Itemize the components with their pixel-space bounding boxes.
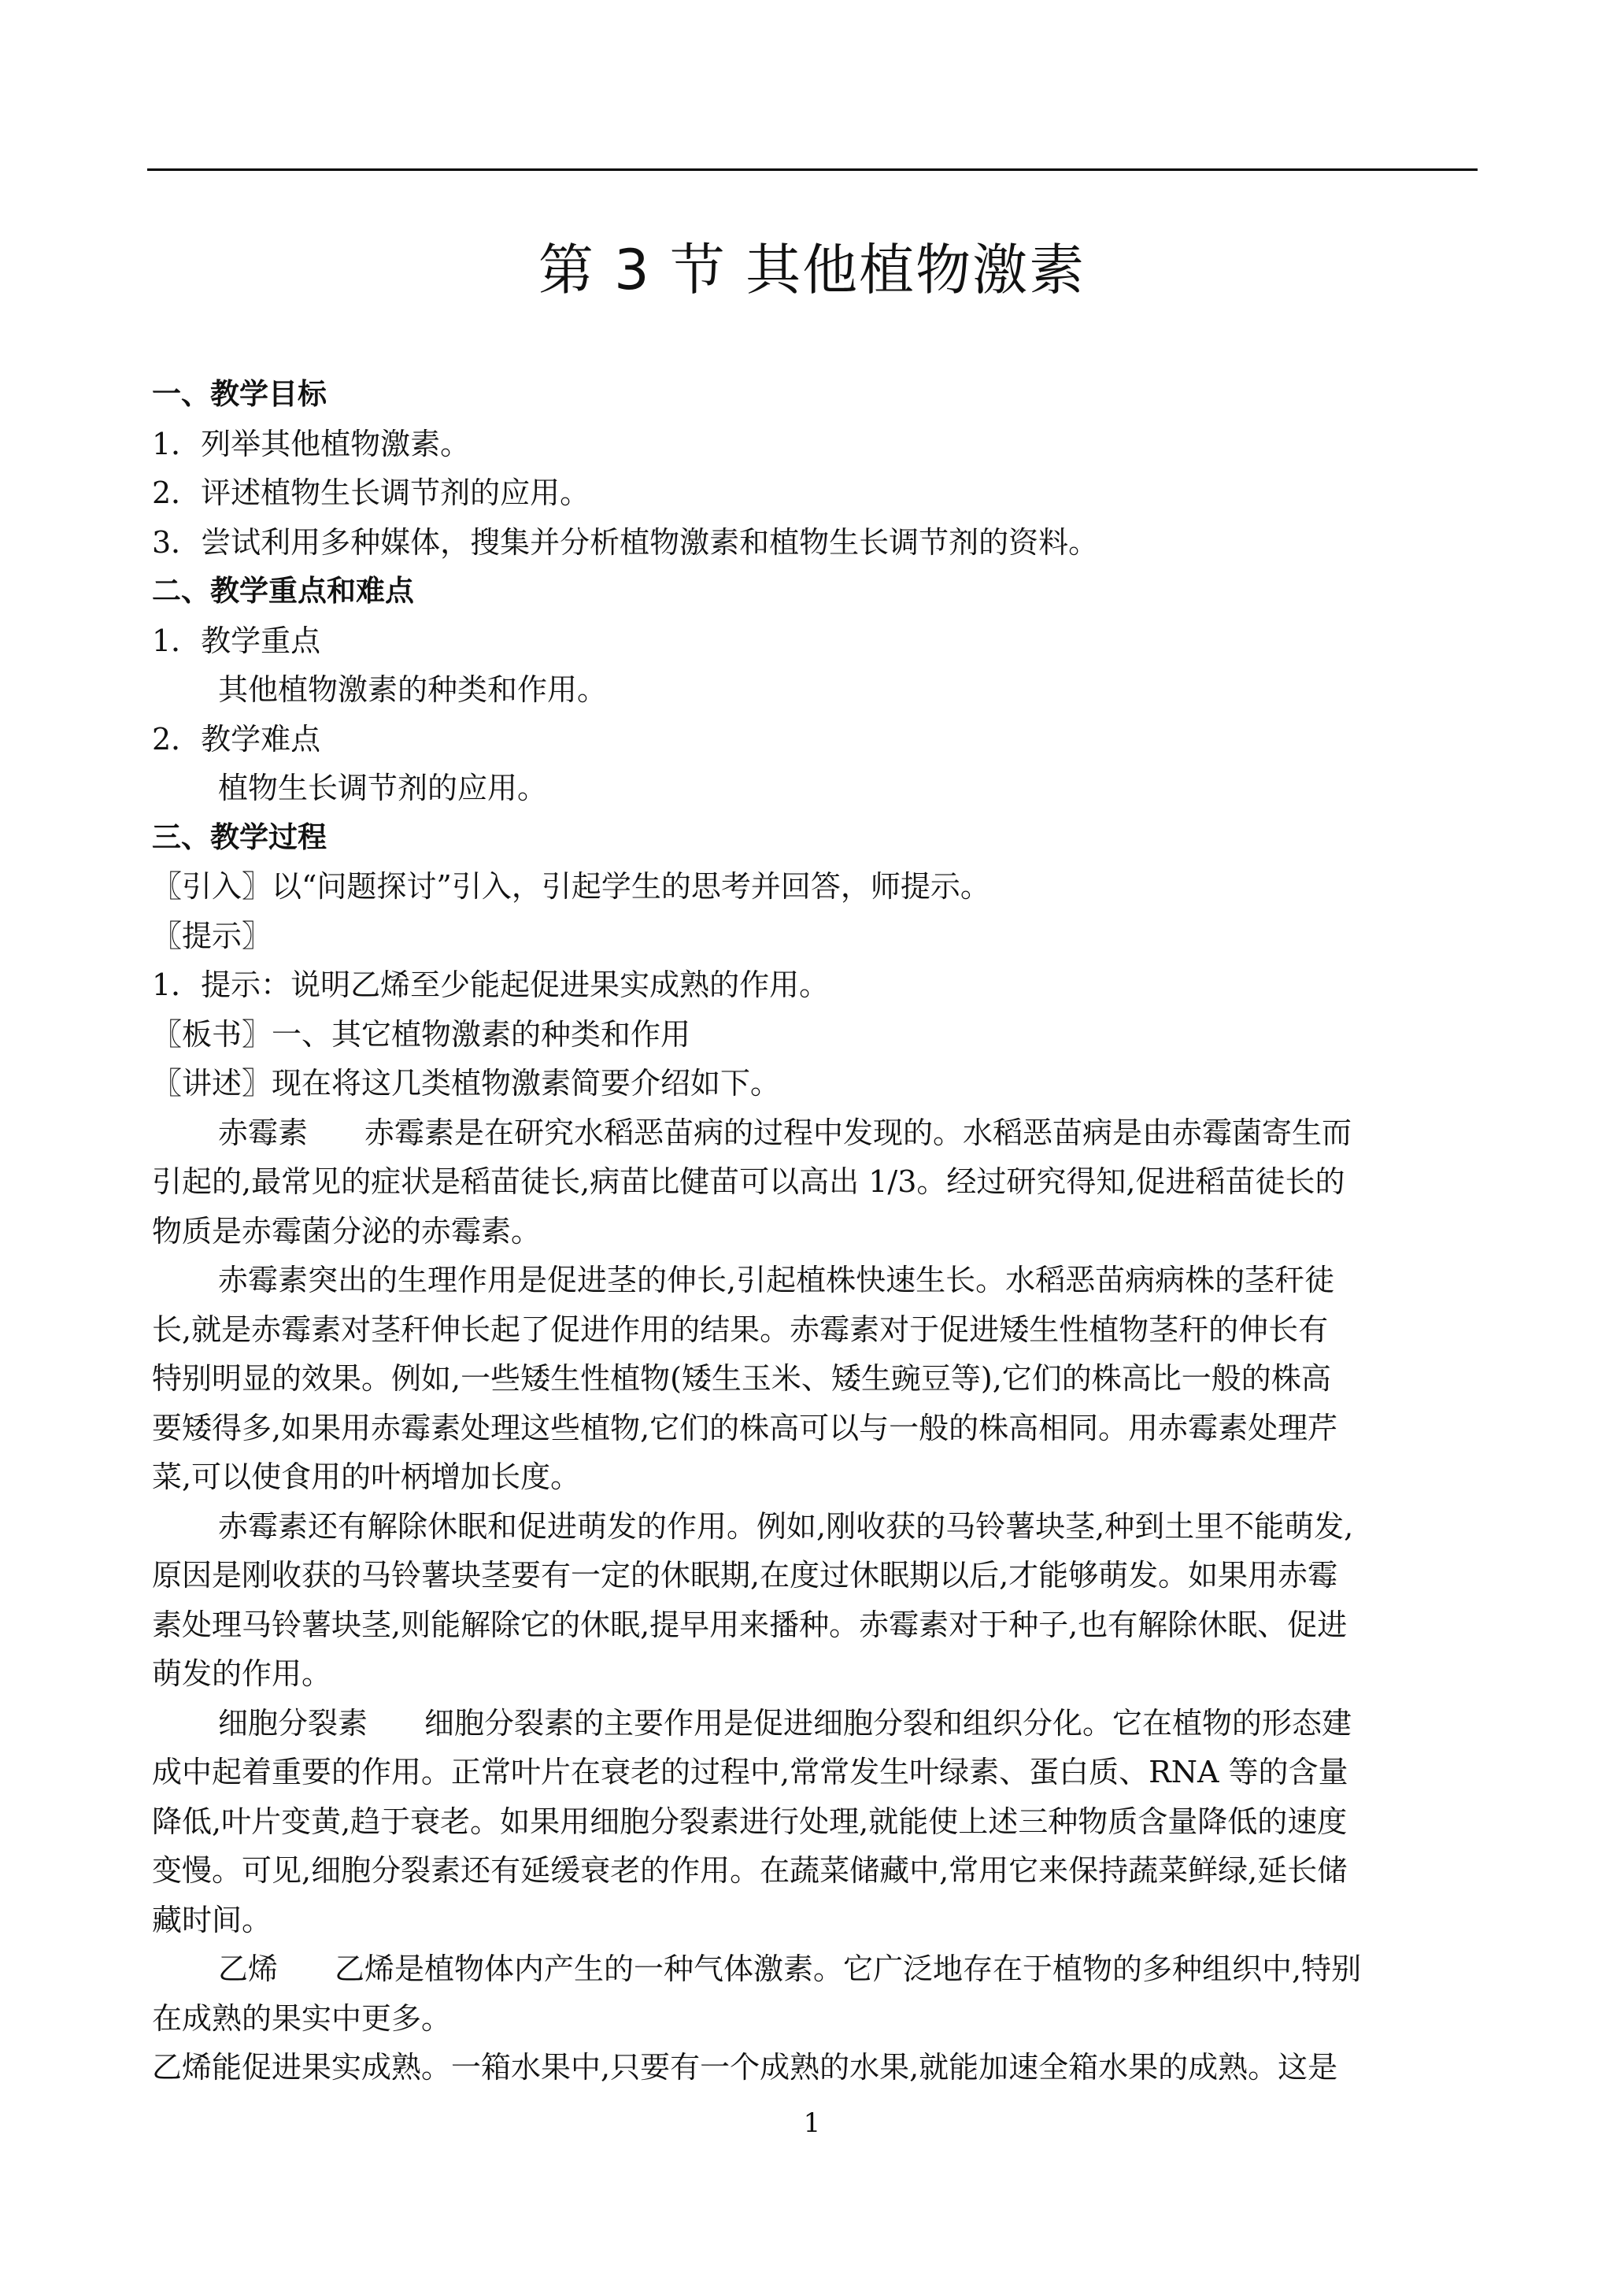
gibberellin-paragraph-3-line-1: 赤霉素还有解除休眠和促进萌发的作用。例如,刚收获的马铃薯块茎,种到土里不能萌发,	[218, 1508, 1354, 1544]
gibberellin-term: 赤霉素	[218, 1115, 309, 1150]
page-title: 第 3 节 其他植物激素	[538, 238, 1086, 302]
page-number: 1	[803, 2107, 821, 2139]
objective-item-1: 1．列举其他植物激素。	[152, 426, 471, 461]
process-board: 〖板书〗一、其它植物激素的种类和作用	[152, 1016, 691, 1052]
objective-item-3: 3．尝试利用多种媒体，搜集并分析植物激素和植物生长调节剂的资料。	[152, 524, 1099, 560]
ethylene-paragraph-1-line-2: 在成熟的果实中更多。	[152, 2000, 452, 2036]
gibberellin-paragraph-2-line-1: 赤霉素突出的生理作用是促进茎的伸长,引起植株快速生长。水稻恶苗病病株的茎秆徒	[218, 1263, 1335, 1297]
document-body	[152, 370, 1478, 2092]
ethylene-paragraph-1-line-1	[152, 1944, 1478, 1994]
cytokinin-paragraph-line-5: 藏时间。	[152, 1902, 272, 1937]
gibberellin-paragraph-1-line-1	[152, 1108, 1478, 1158]
cytokinin-paragraph-line-1	[152, 1699, 1478, 1748]
objective-item-2: 2．评述植物生长调节剂的应用。	[152, 475, 590, 510]
section-heading-objectives: 一、教学目标	[152, 377, 327, 411]
ethylene-term: 乙烯	[218, 1952, 279, 1986]
cytokinin-paragraph-line-4: 变慢。可见,细胞分裂素还有延缓衰老的作用。在蔬菜储藏中,常用它来保持蔬菜鲜绿,延长储	[152, 1853, 1348, 1888]
difficulty-text: 植物生长调节剂的应用。	[218, 771, 548, 805]
cytokinin-text: 细胞分裂素的主要作用是促进细胞分裂和组织分化。它在植物的形态建	[424, 1705, 1352, 1741]
cytokinin-paragraph-line-2: 成中起着重要的作用。正常叶片在衰老的过程中,常常发生叶绿素、蛋白质、RNA 等的含量	[152, 1755, 1348, 1789]
process-intro: 〖引入〗以“问题探讨”引入，引起学生的思考并回答，师提示。	[152, 869, 990, 904]
process-hint-1: 1．提示：说明乙烯至少能起促进果实成熟的作用。	[152, 968, 830, 1002]
header-rule	[147, 168, 1478, 171]
gibberellin-paragraph-3-line-4: 萌发的作用。	[152, 1656, 332, 1691]
process-narration: 〖讲述〗现在将这几类植物激素简要介绍如下。	[152, 1066, 781, 1101]
ethylene-text: 乙烯是植物体内产生的一种气体激素。它广泛地存在于植物的多种组织中,特别	[335, 1952, 1362, 1986]
section-heading-process: 三、教学过程	[152, 820, 327, 854]
gibberellin-text: 赤霉素是在研究水稻恶苗病的过程中发现的。水稻恶苗病是由赤霉菌寄生而	[364, 1115, 1352, 1150]
difficulty-label: 2．教学难点	[152, 721, 321, 757]
gibberellin-paragraph-2-line-3: 特别明显的效果。例如,一些矮生性植物(矮生玉米、矮生豌豆等),它们的株高比一般的株高	[152, 1361, 1331, 1396]
gibberellin-paragraph-2-line-4: 要矮得多,如果用赤霉素处理这些植物,它们的株高可以与一般的株高相同。用赤霉素处理芹	[152, 1410, 1338, 1445]
gibberellin-paragraph-1-line-3: 物质是赤霉菌分泌的赤霉素。	[152, 1213, 542, 1249]
section-heading-key-points: 二、教学重点和难点	[152, 574, 414, 608]
gibberellin-paragraph-1-line-2: 引起的,最常见的症状是稻苗徒长,病苗比健苗可以高出 1/3。经过研究得知,促进稻苗徒长的	[152, 1164, 1345, 1199]
focus-label: 1．教学重点	[152, 623, 321, 658]
ethylene-paragraph-2-line-1: 乙烯能促进果实成熟。一箱水果中,只要有一个成熟的水果,就能加速全箱水果的成熟。这是	[152, 2050, 1338, 2085]
gibberellin-paragraph-3-line-3: 素处理马铃薯块茎,则能解除它的休眠,提早用来播种。赤霉素对于种子,也有解除休眠、促进	[152, 1607, 1348, 1642]
gibberellin-paragraph-2-line-5: 菜,可以使食用的叶柄增加长度。	[152, 1460, 581, 1494]
cytokinin-paragraph-line-3: 降低,叶片变黄,趋于衰老。如果用细胞分裂素进行处理,就能使上述三种物质含量降低的速度	[152, 1804, 1348, 1839]
cytokinin-term: 细胞分裂素	[218, 1705, 368, 1741]
process-hint-label: 〖提示〗	[152, 918, 272, 953]
gibberellin-paragraph-3-line-2: 原因是刚收获的马铃薯块茎要有一定的休眠期,在度过休眠期以后,才能够萌发。如果用赤霉	[152, 1558, 1338, 1593]
gibberellin-paragraph-2-line-2: 长,就是赤霉素对茎秆伸长起了促进作用的结果。赤霉素对于促进矮生性植物茎秆的伸长有	[152, 1312, 1329, 1347]
focus-text: 其他植物激素的种类和作用。	[218, 672, 608, 707]
